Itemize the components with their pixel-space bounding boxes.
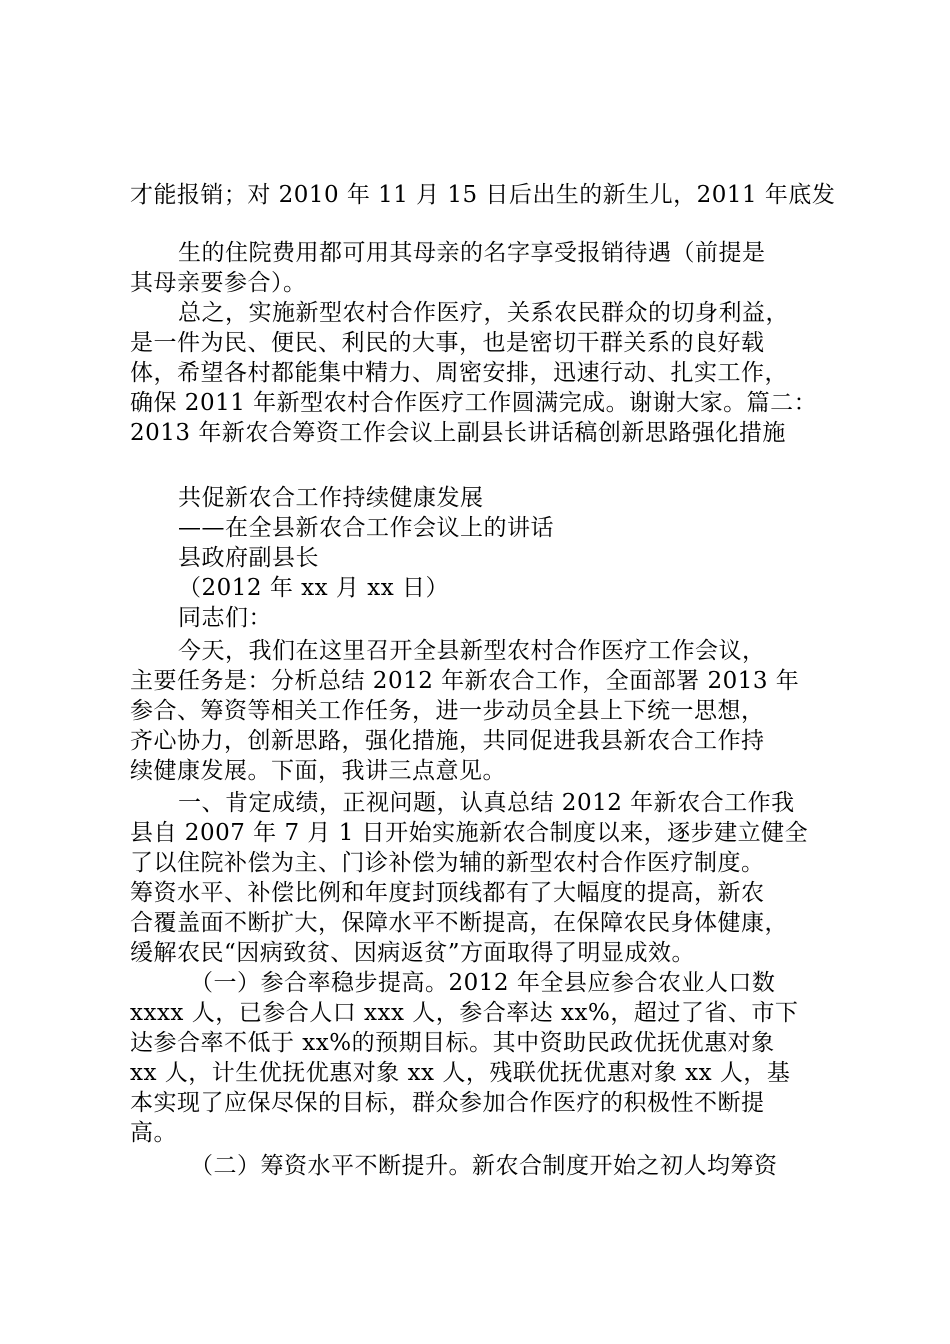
text-line: （一）参合率稳步提高。2012 年全县应参合农业人口数 bbox=[190, 970, 776, 996]
text-line: 县自 2007 年 7 月 1 日开始实施新农合制度以来，逐步建立健全 bbox=[130, 820, 809, 846]
text-line: 总之，实施新型农村合作医疗，关系农民群众的切身利益， bbox=[178, 300, 789, 326]
salutation: 同志们： bbox=[178, 605, 272, 631]
text-line: 筹资水平、补偿比例和年度封顶线都有了大幅度的提高，新农 bbox=[130, 880, 765, 906]
text-line: 高。 bbox=[130, 1120, 177, 1146]
section-title: 共促新农合工作持续健康发展 bbox=[178, 485, 484, 511]
text-line: 本实现了应保尽保的目标，群众参加合作医疗的积极性不断提 bbox=[130, 1090, 765, 1116]
text-line: 确保 2011 年新型农村合作医疗工作圆满完成。谢谢大家。篇二： bbox=[130, 390, 818, 416]
text-line: 一、肯定成绩，正视问题，认真总结 2012 年新农合工作我 bbox=[178, 790, 795, 816]
text-line: 是一件为民、便民、利民的大事，也是密切干群关系的良好载 bbox=[130, 330, 765, 356]
text-line: 今天，我们在这里召开全县新型农村合作医疗工作会议， bbox=[178, 638, 766, 664]
speaker-title: 县政府副县长 bbox=[178, 545, 319, 571]
text-line: 体，希望各村都能集中精力、周密安排，迅速行动、扎实工作， bbox=[130, 360, 788, 386]
text-line: 主要任务是：分析总结 2012 年新农合工作，全面部署 2013 年 bbox=[130, 668, 800, 694]
speech-date: （2012 年 xx 月 xx 日） bbox=[178, 575, 449, 601]
text-line: 缓解农民“因病致贫、因病返贫”方面取得了明显成效。 bbox=[130, 940, 696, 966]
section-subtitle: ——在全县新农合工作会议上的讲话 bbox=[178, 515, 554, 541]
text-line: 续健康发展。下面，我讲三点意见。 bbox=[130, 758, 506, 784]
text-line: 了以住院补偿为主、门诊补偿为辅的新型农村合作医疗制度。 bbox=[130, 850, 765, 876]
text-line: xxxx 人，已参合人口 xxx 人，参合率达 xx%，超过了省、市下 bbox=[130, 1000, 799, 1026]
text-line: 齐心协力，创新思路，强化措施，共同促进我县新农合工作持 bbox=[130, 728, 765, 754]
text-line: 达参合率不低于 xx%的预期目标。其中资助民政优抚优惠对象 bbox=[130, 1030, 775, 1056]
text-line: 生的住院费用都可用其母亲的名字享受报销待遇（前提是 bbox=[178, 240, 766, 266]
text-line: 才能报销；对 2010 年 11 月 15 日后出生的新生儿，2011 年底发 bbox=[130, 182, 836, 208]
text-line: 参合、筹资等相关工作任务，进一步动员全县上下统一思想， bbox=[130, 698, 765, 724]
text-line: 2013 年新农合筹资工作会议上副县长讲话稿创新思路强化措施 bbox=[130, 420, 786, 446]
text-line: xx 人，计生优抚优惠对象 xx 人，残联优抚优惠对象 xx 人，基 bbox=[130, 1060, 791, 1086]
text-line: 其母亲要参合）。 bbox=[130, 270, 307, 296]
text-line: 合覆盖面不断扩大，保障水平不断提高，在保障农民身体健康， bbox=[130, 910, 788, 936]
text-line: （二）筹资水平不断提升。新农合制度开始之初人均筹资 bbox=[190, 1153, 778, 1179]
